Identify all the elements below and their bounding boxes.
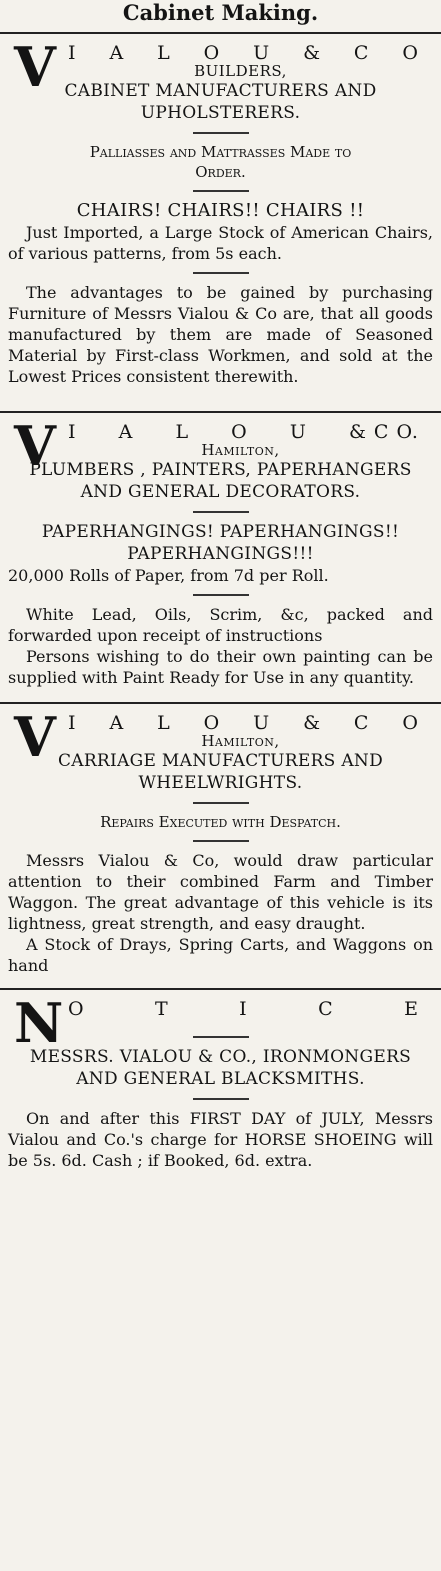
advert-paragraph: Messrs Vialou & Co, would draw particular attention to their combined Farm and Timber Waggon. The great advantage of this vehicle is its lightness, great strength, and easy draught. <box>8 851 433 933</box>
letter: U <box>289 421 307 443</box>
letter: A <box>109 42 125 64</box>
trade-line: UPHOLSTERERS. <box>140 103 301 123</box>
rule <box>0 988 441 990</box>
advert-plumbers <box>8 414 433 688</box>
small-caps-line: Repairs Executed with Despatch. <box>100 813 341 831</box>
letter: E <box>404 998 419 1020</box>
letter: U <box>253 42 271 64</box>
letter: I <box>68 712 77 734</box>
letter: L <box>157 712 171 734</box>
advert-paragraph: The advantages to be gained by purchasing Furniture of Messrs Vialou & Co are, that all goods manufactured by them are made of Seasoned Material by First-class Workmen, and sold at the Lowest Prices consistent therewith. <box>8 283 433 386</box>
small-caps-line: Palliasses and Mattrasses Made to <box>89 143 352 161</box>
notice-heading <box>8 991 433 1055</box>
letter: C <box>318 998 334 1020</box>
advert-paragraph: On and after this FIRST DAY of JULY, Messrs Vialou and Co.'s charge for HORSE SHOEING will be 5s. 6d. Cash ; if Booked, 6d. extra. <box>8 1109 433 1170</box>
letter: L <box>157 42 171 64</box>
advert-paragraph: A Stock of Drays, Spring Carts, and Waggons on hand <box>8 935 433 975</box>
short-rule <box>193 272 249 274</box>
dropcap-letter: N <box>14 991 64 1055</box>
letter: O <box>402 712 419 734</box>
short-rule <box>193 511 249 513</box>
rolls-line: 20,000 Rolls of Paper, from 7d per Roll. <box>8 566 329 585</box>
rule <box>0 702 441 704</box>
small-caps-line: Order. <box>195 163 246 181</box>
short-rule <box>193 1098 249 1100</box>
short-rule <box>193 802 249 804</box>
advert-paragraph: White Lead, Oils, Scrim, &c, packed and forwarded upon receipt of instructions <box>8 605 433 645</box>
letter: T <box>155 998 169 1020</box>
trade-line: WHEELWRIGHTS. <box>138 773 303 793</box>
trade-line: CARRIAGE MANUFACTURERS AND <box>57 751 384 771</box>
spaced-letters <box>68 42 419 64</box>
letter: U <box>253 712 271 734</box>
letter: O <box>203 42 221 64</box>
chairs-heading: CHAIRS! CHAIRS!! CHAIRS !! <box>76 200 365 221</box>
firm-subtitle: BUILDERS, <box>194 62 287 80</box>
trade-line: MESSRS. VIALOU & CO., IRONMONGERS AND GENERAL BLACKSMITHS. <box>29 1047 412 1089</box>
letter: & <box>303 42 321 64</box>
firm-subtitle: Hamilton, <box>201 732 280 750</box>
spaced-letters <box>68 421 419 443</box>
advert-carriage <box>8 705 433 976</box>
letter: L <box>175 421 190 443</box>
letter: O <box>203 712 221 734</box>
letter: O <box>402 42 419 64</box>
short-rule <box>193 190 249 192</box>
letter: I <box>68 421 77 443</box>
rule <box>0 411 441 413</box>
spaced-letters <box>68 712 419 734</box>
short-rule <box>193 1036 249 1038</box>
chairs-text: Just Imported, a Large Stock of American Chairs, of various patterns, from 5s each. <box>8 223 433 263</box>
short-rule <box>193 594 249 596</box>
short-rule <box>193 132 249 134</box>
advert-builders <box>8 35 433 387</box>
letter: C <box>353 42 370 64</box>
paper-heading: PAPERHANGINGS! PAPERHANGINGS!! PAPERHANGINGS!!! <box>41 522 400 564</box>
spaced-letters <box>68 998 419 1020</box>
letter: C <box>353 712 370 734</box>
dropcap-letter: V <box>14 35 56 99</box>
dropcap-letter: V <box>14 705 56 769</box>
letter: & C O. <box>348 421 419 443</box>
letter: I <box>68 42 77 64</box>
dropcap-letter: V <box>14 414 56 478</box>
trade-line: CABINET MANUFACTURERS AND <box>64 81 377 101</box>
column-heading: Cabinet Making. <box>122 0 319 25</box>
firm-subtitle: Hamilton, <box>201 441 280 459</box>
letter: A <box>109 712 125 734</box>
rule <box>0 32 441 34</box>
letter: O <box>68 998 85 1020</box>
advert-paragraph: Persons wishing to do their own painting can be supplied with Paint Ready for Use in any quantity. <box>8 647 433 687</box>
letter: O <box>231 421 248 443</box>
short-rule <box>193 840 249 842</box>
letter: A <box>118 421 134 443</box>
letter: & <box>303 712 321 734</box>
trade-line: PLUMBERS , PAINTERS, PAPERHANGERS AND GENERAL DECORATORS. <box>29 460 412 502</box>
advert-notice <box>8 991 433 1171</box>
letter: I <box>239 998 248 1020</box>
